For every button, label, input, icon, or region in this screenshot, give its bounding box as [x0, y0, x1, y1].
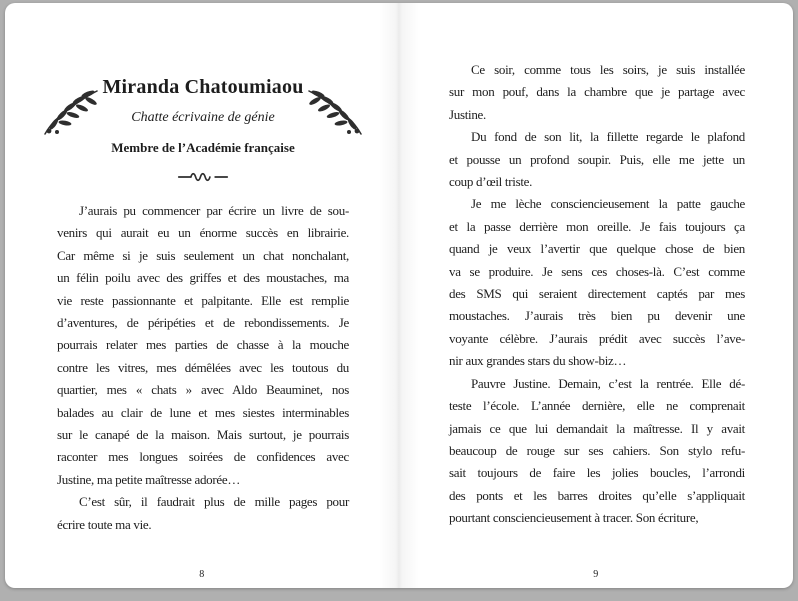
- text-line: nir aux grandes stars du show-biz…: [449, 353, 627, 369]
- chapter-title: Miranda Chatoumiaou: [102, 76, 304, 98]
- paragraph: [57, 200, 349, 491]
- page-number-right: 9: [593, 569, 599, 580]
- text-line: sur mon pouf, dans la chambre que je partage avec: [449, 84, 745, 100]
- text-line: Justine.: [449, 106, 486, 122]
- squiggle-divider-icon: [57, 170, 349, 184]
- text-line: pourrais relater mes parties de chasse à la mouche: [57, 337, 349, 353]
- paragraph: [449, 126, 745, 193]
- page-right: [399, 3, 793, 588]
- text-line: balades au clair de lune et mes siestes interminables: [57, 404, 349, 420]
- chapter-header: [57, 75, 349, 184]
- text-line: Ce soir, comme tous les soirs, je suis installée: [471, 62, 745, 77]
- text-line: venirs qui aurait eu un énorme succès en librairie.: [57, 225, 349, 241]
- text-line: coup d’œil triste.: [449, 174, 533, 190]
- chapter-affiliation: Membre de l’Académie française: [111, 140, 295, 155]
- text-line: Car même si je suis seulement un chat nonchalant,: [57, 247, 349, 263]
- paragraph: [57, 491, 349, 536]
- text-line: voyante célèbre. J’aurais prédit avec succès l’ave-: [449, 330, 745, 346]
- text-line: sur le canapé de la maison. Mais surtout, je pourrais: [57, 427, 349, 443]
- text-line: et la passe derrière mon oreille. Je fais toujours ça: [449, 218, 745, 234]
- paragraph: [449, 193, 745, 372]
- paragraph: [449, 59, 745, 126]
- paragraph: [449, 373, 745, 530]
- text-line: vie reste passionnante et palpitante. Elle est remplie: [57, 292, 349, 308]
- text-line: C’est sûr, il faudrait plus de mille pages pour: [79, 494, 349, 510]
- text-line: un félin poilu avec des griffes et des moustaches, ma: [57, 270, 349, 286]
- text-line: J’aurais pu commencer par écrire un livre de sou-: [79, 203, 349, 218]
- text-line: Justine, ma petite maîtresse adorée…: [57, 471, 241, 487]
- book-spread: [5, 3, 793, 588]
- page-left-text: [57, 200, 349, 536]
- text-line: Pauvre Justine. Demain, c’est la rentrée. Elle dé-: [471, 375, 745, 391]
- page-left: [5, 3, 399, 588]
- text-line: teste l’école. L’année dernière, elle ne comprenait: [449, 398, 745, 414]
- text-line: quand je veux l’avertir que quelque chose de bien: [449, 241, 745, 257]
- text-line: quartier, mes « chats » avec Aldo Beauminet, nos: [57, 382, 349, 398]
- text-line: Je me lèche consciencieusement la patte gauche: [471, 196, 745, 212]
- text-line: pourtant consciencieusement à tracer. Son écriture,: [449, 510, 699, 526]
- text-line: des ponts et les barres droites qu’elle s’appliquait: [449, 487, 745, 503]
- text-line: et pousse un profond soupir. Puis, elle me jette un: [449, 151, 745, 167]
- text-line: écrire toute ma vie.: [57, 516, 152, 532]
- text-line: raconter mes longues soirées de confidences avec: [57, 449, 349, 465]
- text-line: va se produire. Je sens ces choses-là. C’est comme: [449, 263, 745, 279]
- text-line: d’aventures, de péripéties et de rebondissements. Je: [57, 315, 349, 331]
- text-line: beaucoup de rouge sur ses cahiers. Son stylo refu-: [449, 442, 745, 458]
- chapter-subtitle: Chatte écrivaine de génie: [131, 110, 275, 125]
- text-line: jamais ce que lui demandait la maîtresse. Il y avait: [449, 420, 745, 436]
- page-right-text: [449, 59, 745, 530]
- text-line: contre les vitres, mes démêlées avec les toutous du: [57, 359, 349, 375]
- text-line: moustaches. J’aurais très bien pu devenir une: [449, 308, 745, 324]
- text-line: sait toujours de faire les jolies boucles, l’arrondi: [449, 465, 745, 481]
- text-line: des SMS qui seraient directement captés par mes: [449, 286, 745, 302]
- pages-container: [5, 3, 793, 588]
- page-number-left: 8: [199, 569, 205, 580]
- text-line: Du fond de son lit, la fillette regarde le plafond: [471, 129, 745, 145]
- laurel-branch-left-icon: [41, 87, 99, 137]
- laurel-branch-right-icon: [307, 87, 365, 137]
